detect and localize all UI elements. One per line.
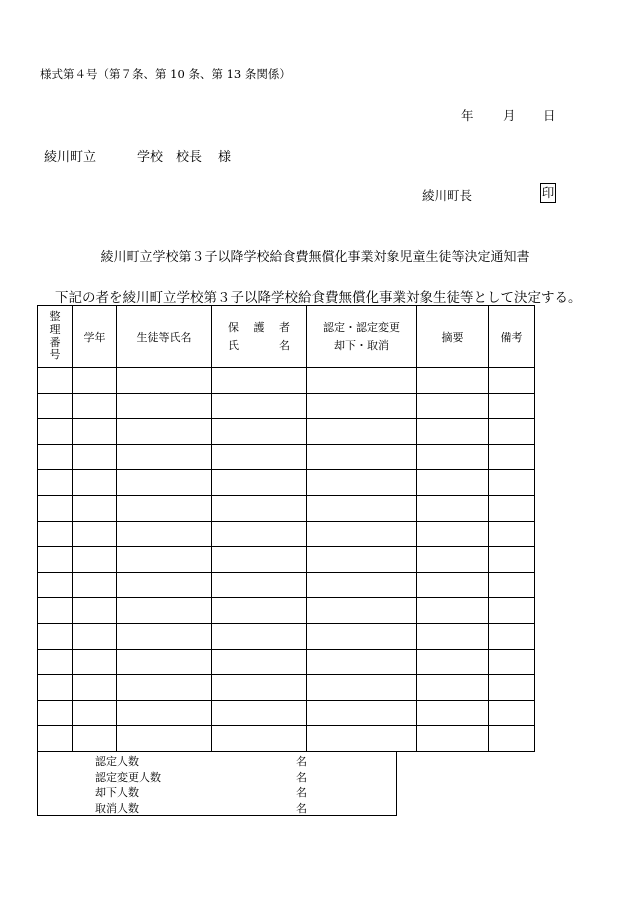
cell-guardian-name: [212, 521, 307, 547]
cell-grade: [73, 700, 117, 726]
cell-status: [307, 495, 417, 521]
cell-grade: [73, 419, 117, 445]
table-row: [38, 623, 535, 649]
cell-student-name: [117, 419, 212, 445]
cell-remarks: [489, 521, 535, 547]
cell-student-name: [117, 521, 212, 547]
cell-summary: [417, 368, 489, 394]
cell-number: [38, 649, 73, 675]
header-summary: 摘要: [417, 306, 489, 368]
table-row: [38, 444, 535, 470]
header-grade: 学年: [73, 306, 117, 368]
cell-grade: [73, 649, 117, 675]
cell-summary: [417, 675, 489, 701]
table-row: [38, 572, 535, 598]
roster-table: [37, 305, 535, 752]
summary-label: 認定変更人数: [95, 770, 161, 784]
cell-remarks: [489, 495, 535, 521]
cell-summary: [417, 521, 489, 547]
cell-grade: [73, 368, 117, 394]
summary-box: [37, 752, 397, 816]
cell-student-name: [117, 495, 212, 521]
cell-remarks: [489, 726, 535, 752]
cell-number: [38, 623, 73, 649]
cell-grade: [73, 470, 117, 496]
cell-status: [307, 572, 417, 598]
cell-number: [38, 393, 73, 419]
date-year: 年: [461, 108, 474, 123]
cell-student-name: [117, 649, 212, 675]
cell-student-name: [117, 700, 212, 726]
cell-number: [38, 598, 73, 624]
cell-grade: [73, 393, 117, 419]
table-row: [38, 726, 535, 752]
cell-guardian-name: [212, 393, 307, 419]
cell-remarks: [489, 598, 535, 624]
cell-summary: [417, 444, 489, 470]
cell-remarks: [489, 572, 535, 598]
recipient-town: 綾川町立: [44, 150, 97, 165]
date-month: 月: [503, 108, 516, 123]
header-student-name: 生徒等氏名: [117, 306, 212, 368]
cell-status: [307, 547, 417, 573]
cell-remarks: [489, 675, 535, 701]
cell-guardian-name: [212, 726, 307, 752]
cell-guardian-name: [212, 598, 307, 624]
cell-status: [307, 675, 417, 701]
cell-remarks: [489, 419, 535, 445]
table-row: [38, 547, 535, 573]
recipient-honorific: 様: [218, 150, 232, 165]
cell-summary: [417, 547, 489, 573]
cell-status: [307, 521, 417, 547]
cell-guardian-name: [212, 368, 307, 394]
summary-unit: 名: [296, 801, 307, 815]
cell-number: [38, 547, 73, 573]
table-row: [38, 470, 535, 496]
header-status: 認定・認定変更 却下・取消: [307, 306, 417, 368]
summary-unit: 名: [296, 755, 307, 768]
sender-mayor: 綾川町長: [422, 188, 473, 203]
table-row: [38, 368, 535, 394]
table-row: [38, 700, 535, 726]
cell-number: [38, 572, 73, 598]
recipient-principal: 校長: [176, 150, 203, 165]
cell-summary: [417, 495, 489, 521]
cell-guardian-name: [212, 572, 307, 598]
cell-student-name: [117, 393, 212, 419]
summary-label: 却下人数: [95, 786, 139, 799]
cell-student-name: [117, 726, 212, 752]
cell-number: [38, 470, 73, 496]
cell-status: [307, 419, 417, 445]
cell-guardian-name: [212, 495, 307, 521]
cell-number: [38, 444, 73, 470]
cell-guardian-name: [212, 470, 307, 496]
cell-guardian-name: [212, 675, 307, 701]
cell-guardian-name: [212, 623, 307, 649]
cell-status: [307, 444, 417, 470]
cell-status: [307, 700, 417, 726]
cell-summary: [417, 470, 489, 496]
summary-unit: 名: [296, 770, 307, 784]
cell-status: [307, 368, 417, 394]
header-guardian-name: 保 護 者 氏 名: [212, 306, 307, 368]
cell-student-name: [117, 368, 212, 394]
cell-student-name: [117, 547, 212, 573]
cell-status: [307, 726, 417, 752]
cell-remarks: [489, 470, 535, 496]
cell-status: [307, 598, 417, 624]
summary-unit: 名: [296, 786, 307, 799]
table-row: [38, 419, 535, 445]
cell-student-name: [117, 623, 212, 649]
table-row: [38, 393, 535, 419]
cell-grade: [73, 444, 117, 470]
cell-number: [38, 368, 73, 394]
cell-summary: [417, 419, 489, 445]
intro-text: 下記の者を綾川町立学校第３子以降学校給食費無償化事業対象生徒等として決定する。: [55, 290, 582, 306]
cell-summary: [417, 393, 489, 419]
seal-box: 印: [540, 183, 556, 203]
cell-status: [307, 649, 417, 675]
cell-student-name: [117, 470, 212, 496]
cell-remarks: [489, 547, 535, 573]
table-row: [38, 649, 535, 675]
cell-guardian-name: [212, 547, 307, 573]
cell-summary: [417, 623, 489, 649]
cell-number: [38, 700, 73, 726]
document-title: 綾川町立学校第３子以降学校給食費無償化事業対象児童生徒等決定通知書: [100, 250, 530, 265]
cell-summary: [417, 572, 489, 598]
cell-remarks: [489, 623, 535, 649]
cell-guardian-name: [212, 649, 307, 675]
cell-status: [307, 623, 417, 649]
cell-number: [38, 495, 73, 521]
summary-label: 認定人数: [95, 755, 139, 768]
cell-guardian-name: [212, 700, 307, 726]
cell-summary: [417, 649, 489, 675]
cell-summary: [417, 726, 489, 752]
table-row: [38, 521, 535, 547]
cell-number: [38, 419, 73, 445]
cell-number: [38, 726, 73, 752]
cell-remarks: [489, 700, 535, 726]
cell-grade: [73, 726, 117, 752]
cell-status: [307, 393, 417, 419]
recipient-school: 学校: [137, 150, 164, 165]
cell-remarks: [489, 368, 535, 394]
cell-remarks: [489, 393, 535, 419]
cell-number: [38, 521, 73, 547]
cell-grade: [73, 495, 117, 521]
cell-summary: [417, 598, 489, 624]
cell-summary: [417, 700, 489, 726]
cell-grade: [73, 598, 117, 624]
cell-grade: [73, 572, 117, 598]
summary-label: 取消人数: [95, 801, 139, 815]
cell-student-name: [117, 675, 212, 701]
cell-number: [38, 675, 73, 701]
cell-grade: [73, 547, 117, 573]
table-row: [38, 598, 535, 624]
cell-grade: [73, 521, 117, 547]
cell-grade: [73, 623, 117, 649]
cell-student-name: [117, 572, 212, 598]
cell-student-name: [117, 598, 212, 624]
cell-guardian-name: [212, 419, 307, 445]
table-header-row: [38, 306, 535, 368]
form-number: 様式第４号（第７条、第 10 条、第 13 条関係）: [40, 67, 291, 81]
cell-student-name: [117, 444, 212, 470]
cell-grade: [73, 675, 117, 701]
header-number: 整理番号: [38, 306, 73, 368]
header-remarks: 備考: [489, 306, 535, 368]
date-day: 日: [543, 108, 556, 123]
table-row: [38, 495, 535, 521]
cell-guardian-name: [212, 444, 307, 470]
cell-remarks: [489, 444, 535, 470]
cell-status: [307, 470, 417, 496]
cell-remarks: [489, 649, 535, 675]
table-row: [38, 675, 535, 701]
